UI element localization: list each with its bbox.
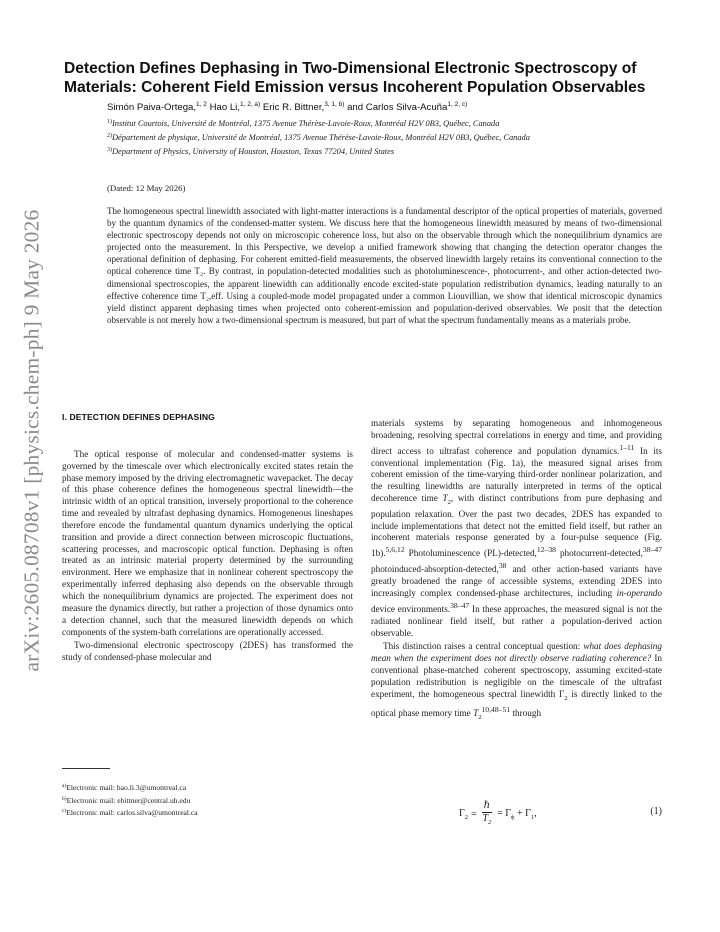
citation: 38–47 (642, 545, 663, 555)
section-heading: I. DETECTION DEFINES DEPHASING (62, 412, 215, 422)
equation-number: (1) (650, 806, 662, 817)
arxiv-watermark: arXiv:2605.08708v1 [physics.chem-ph] 9 May 2026 (19, 208, 44, 672)
citation: 12–38 (536, 545, 556, 555)
footnote: $^{a)}$Electronic mail: hao.li.3@umontreal.ca (62, 783, 187, 792)
affiliation: $^{1)}$Institut Courtois, Université de Montréal, 1375 Avenue Thérèse-Lavoie-Roux, Montréal H2V 0B3, Québec, Canada (107, 119, 500, 128)
body-paragraph: materials systems by separating homogeneous and inhomogeneous broadening, resolving spectral correlations in energy and time, and providing direct access to ultrafast coherence and population dynamics.$^{1-11}$ In its conventional implementation (Fig. 1a), the measured signal arises from coherent emission of the time-varying third-order nonlinear polarization, and the resulting linewidths are naturally interpreted in terms of the optical decoherence time $T_2$, with distinct contributions from pure dephasing and population relaxation. Over the past two decades, 2DES has expanded to include implementations that detect not the emitted field itself, but rather an incoherent materials response generated by a four-pulse sequence (Fig. 1b).$^{5,6,12}$ Photoluminescence (PL)-detected,$^{12-38}$ photocurrent-detected,$^{38-47}$ photoinduced-absorption-detected,$^{38}$ and other action-based variants have greatly broadened the range of accessible systems, extending 2DES into increasingly complex condensed-phase architectures, including in-operando device environments.$^{38-47}$ In these approaches, the measured signal is not the radiated nonlinear field itself, but rather a population-derived action observable. (371, 418, 663, 638)
footnote: $^{b)}$Electronic mail: ebittner@central.uh.edu (62, 795, 191, 805)
citation: 38–47 (450, 600, 470, 610)
body-paragraph: The optical response of molecular and condensed-matter systems is governed by the timescale over which electronically excited states retain the phase memory imposed by the driving electromagnetic wavepacket. The decay of this phase coherence defines the homogeneous spectral linewidth—the intrinsic width of an optical transition, inversely proportional to the coherence time and revealed by ultrafast dephasing dynamics. Homogeneous lineshapes therefore encode the fundamental quantum dynamics underlying the optical transition and provide a direct connection between microscopic fluctuations, scattering processes, and macroscopic optical function. Dephasing is often treated as an intrinsic material property determined by the surrounding environment. Here we emphasize that in nonlinear coherent spectroscopy the experimentally inferred dephasing also depends on the observable through which the nonequilibrium dynamics are projected. The experiment does not measure the dynamics directly, but rather a projection of those dynamics onto a detection channel, such that the measured linewidth depends on which components of the system-bath correlations are operationally accessed. (62, 448, 353, 637)
body-paragraph: This distinction raises a central conceptual question: what does dephasing mean when the experiment does not directly observe radiating coherence? In conventional phase-matched coherent spectroscopy, assuming excited-state population redistribution is negligible on the timescale of the ultrafast experiment, the homogeneous spectral linewidth $\Gamma_2$ is directly linked to the optical phase memory time $T_2^{10,48-51}$ through (371, 641, 662, 722)
equation-fraction: $\frac{\text{ℏ}}{T_2}$ (482, 800, 492, 826)
author-list (107, 101, 667, 113)
author-affil-marker: 1, 2 (196, 101, 207, 108)
body-paragraph: Two-dimensional electronic spectroscopy (2DES) has transformed the study of condensed-phase molecular and (62, 640, 353, 663)
paper-title: Detection Defines Dephasing in Two-Dimensional Electronic Spectroscopy of Materials: Coherent Field Emission versus Incoherent Population Observables (64, 60, 646, 96)
date-line: (Dated: 12 May 2026) (107, 183, 186, 193)
author-name: and Carlos Silva-Acuña (347, 102, 448, 113)
citation: 10,48–51 (481, 705, 511, 715)
affiliation: $^{3)}$Department of Physics, University of Houston, Houston, Texas 77204, United States (107, 147, 395, 157)
right-column (371, 418, 662, 724)
affiliation: $^{2)}$Département de physique, Université de Montréal, 1375 Avenue Thérèse-Lavoie-Roux, Montréal H2V 0B3, Québec, Canada (107, 133, 530, 143)
author-affil-marker: 1, 2, a) (239, 101, 261, 108)
author-name: Hao Li, (209, 102, 240, 113)
left-column (62, 412, 353, 664)
abstract: The homogeneous spectral linewidth associated with light-matter interactions is a fundamental descriptor of the optical properties of materials, governed by the quantum dynamics of the condensed-matter system. We discuss here that the homogeneous linewidth measured by means of two-dimensional electronic spectroscopy depends not only on microscopic coherence loss, but also on the observable through which the nonequilibrium dynamics are projected onto the measurement. In this Perspective, we develop a unified framework showing that changing the detection operator changes the operational definition of dephasing. For coherent emitted-field measurements, the observed linewidth largely retains its conventional connection to the optical coherence time T₂. By contrast, in population-detected modalities such as photoluminescence-, photocurrent-, and other action-detected two-dimensional spectroscopies, the apparent linewidth can additionally encode excited-state population redistribution dynamics, leading naturally to an effective coherence time T₂,eff. Using a coupled-mode model propagated under a common Liouvillian, we show that identical microscopic dynamics yield distinct apparent dephasing times when projected onto coherent-emission and population-derived observables. We posit that the detection observable is not merely how a two-dimensional spectrum is measured, but part of what the spectrum fundamentally means as a materials probe. (107, 206, 662, 325)
footnote-rule (62, 768, 110, 769)
affiliation-list (107, 116, 667, 159)
citation: 1–11 (619, 442, 635, 452)
footnote: $^{c)}$Electronic mail: carlos.silva@umontreal.ca (62, 808, 198, 818)
equation-1: $\Gamma_2$ = $\frac{\text{ℏ}}{T_2}$ = $\Gamma_\phi + \Gamma_1$, (1) (371, 800, 662, 830)
author-name: Simón Paiva-Ortega, (107, 102, 197, 113)
author-name: Eric R. Bittner, (262, 102, 325, 113)
author-affil-marker: 1, 2, c) (447, 101, 468, 108)
author-affil-marker: 3, 1, b) (324, 101, 345, 108)
footnotes (62, 781, 352, 819)
citation: 5,6,12 (385, 545, 405, 555)
citation: 38 (498, 561, 507, 571)
